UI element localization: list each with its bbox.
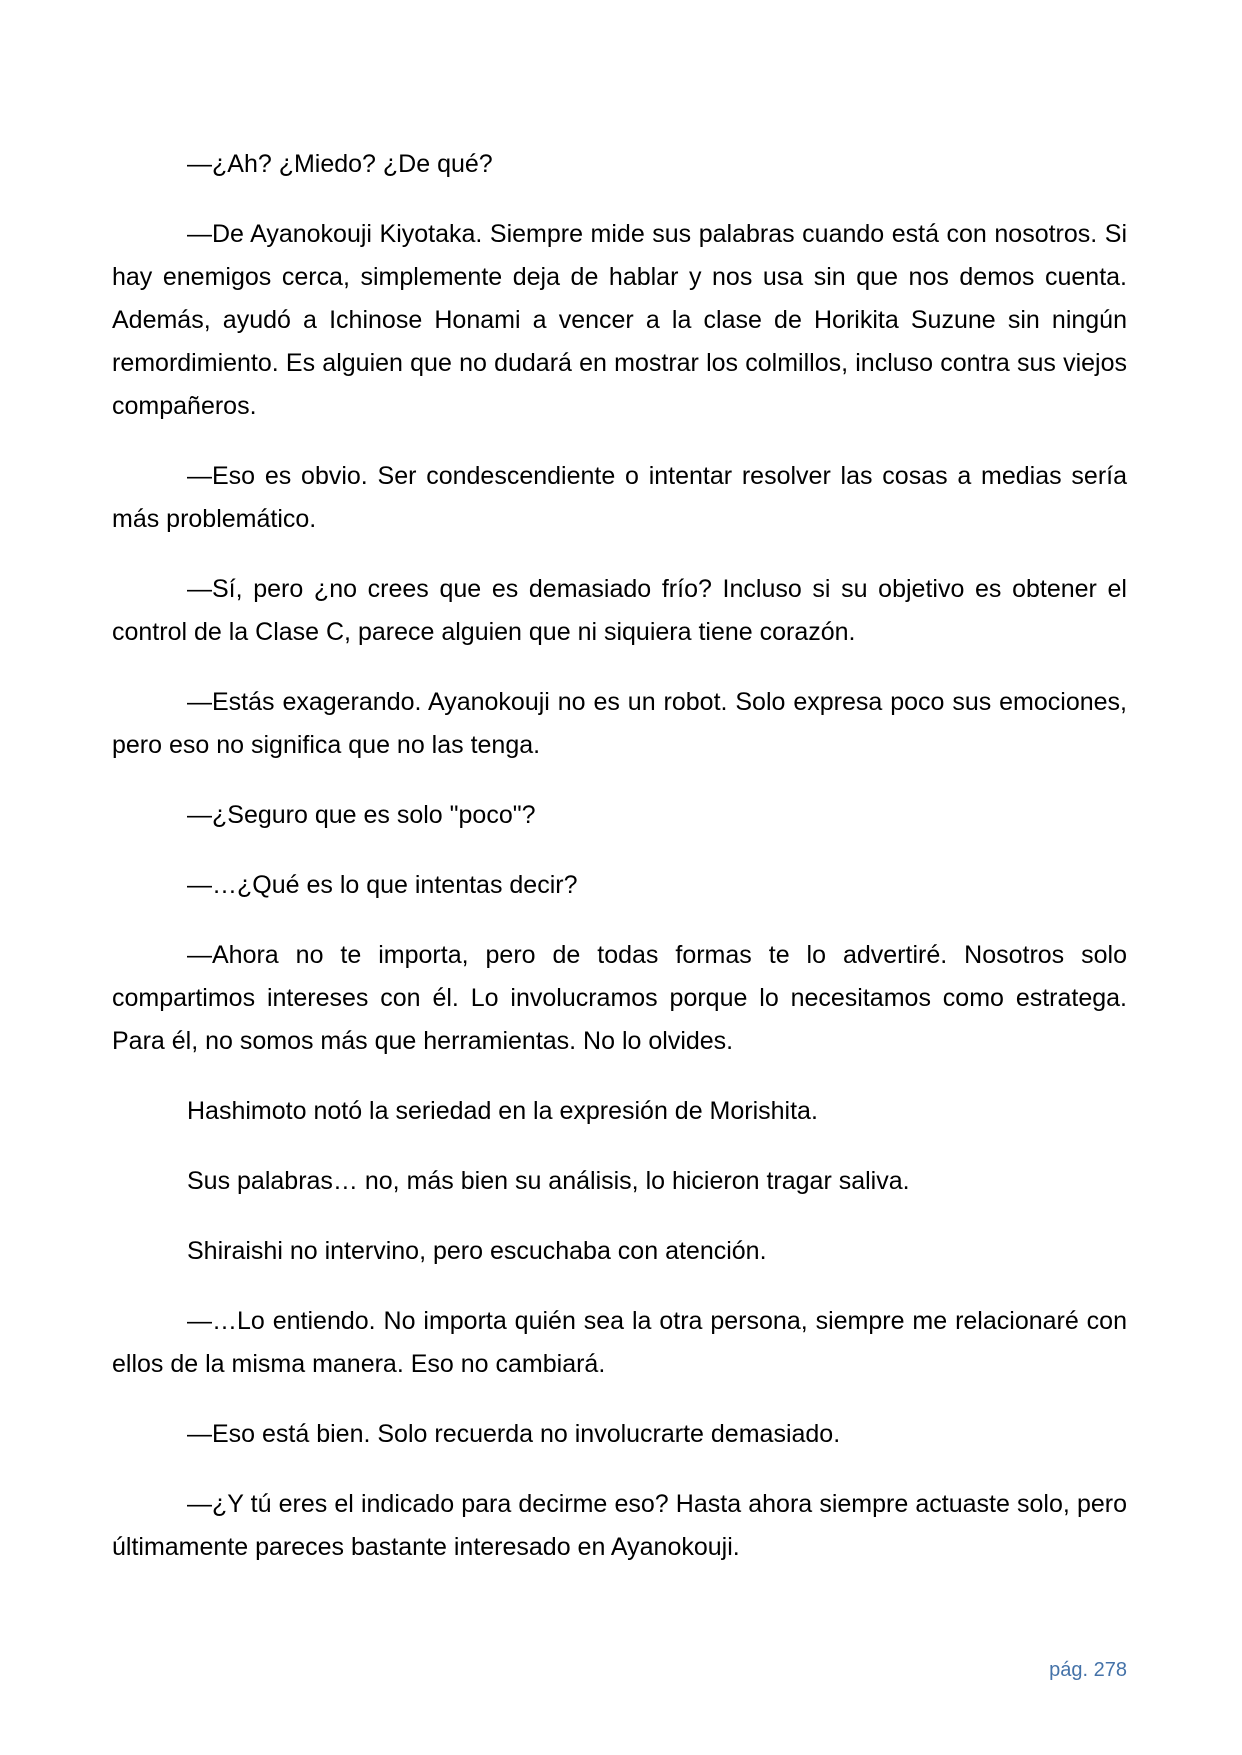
paragraph: —Sí, pero ¿no crees que es demasiado frío? Incluso si su objetivo es obtener el control de la Clase C, parece alguien que ni siquiera tiene corazón.	[112, 575, 1127, 646]
page-footer	[112, 1658, 1127, 1682]
page-number: pág. 278	[1049, 1659, 1127, 1681]
paragraph: —¿Seguro que es solo "poco"?	[187, 801, 536, 829]
paragraph: —…¿Qué es lo que intentas decir?	[187, 871, 578, 899]
paragraph: —…Lo entiendo. No importa quién sea la otra persona, siempre me relacionaré con ellos de la misma manera. Eso no cambiará.	[112, 1307, 1127, 1378]
paragraph: —Estás exagerando. Ayanokouji no es un robot. Solo expresa poco sus emociones, pero eso no significa que no las tenga.	[112, 688, 1127, 759]
paragraph: —¿Y tú eres el indicado para decirme eso? Hasta ahora siempre actuaste solo, pero últimamente pareces bastante interesado en Ayanokouji.	[112, 1490, 1127, 1561]
paragraph: —Ahora no te importa, pero de todas formas te lo advertiré. Nosotros solo compartimos intereses con él. Lo involucramos porque lo necesitamos como estratega. Para él, no somos más que herramientas. No lo olvides.	[112, 941, 1127, 1055]
paragraph: —De Ayanokouji Kiyotaka. Siempre mide sus palabras cuando está con nosotros. Si hay enemigos cerca, simplemente deja de hablar y nos usa sin que nos demos cuenta. Además, ayudó a Ichinose Honami a vencer a la clase de Horikita Suzune sin ningún remordimiento. Es alguien que no dudará en mostrar los colmillos, incluso contra sus viejos compañeros.	[112, 220, 1127, 420]
paragraph: Hashimoto notó la seriedad en la expresión de Morishita.	[187, 1097, 818, 1125]
paragraph: —Eso es obvio. Ser condescendiente o intentar resolver las cosas a medias sería más problemático.	[112, 462, 1127, 533]
paragraph: —Eso está bien. Solo recuerda no involucrarte demasiado.	[187, 1420, 841, 1448]
paragraph: Sus palabras… no, más bien su análisis, lo hicieron tragar saliva.	[187, 1167, 910, 1195]
paragraph: Shiraishi no intervino, pero escuchaba con atención.	[187, 1237, 767, 1265]
page-body	[112, 143, 1127, 1596]
paragraph: —¿Ah? ¿Miedo? ¿De qué?	[187, 150, 493, 178]
